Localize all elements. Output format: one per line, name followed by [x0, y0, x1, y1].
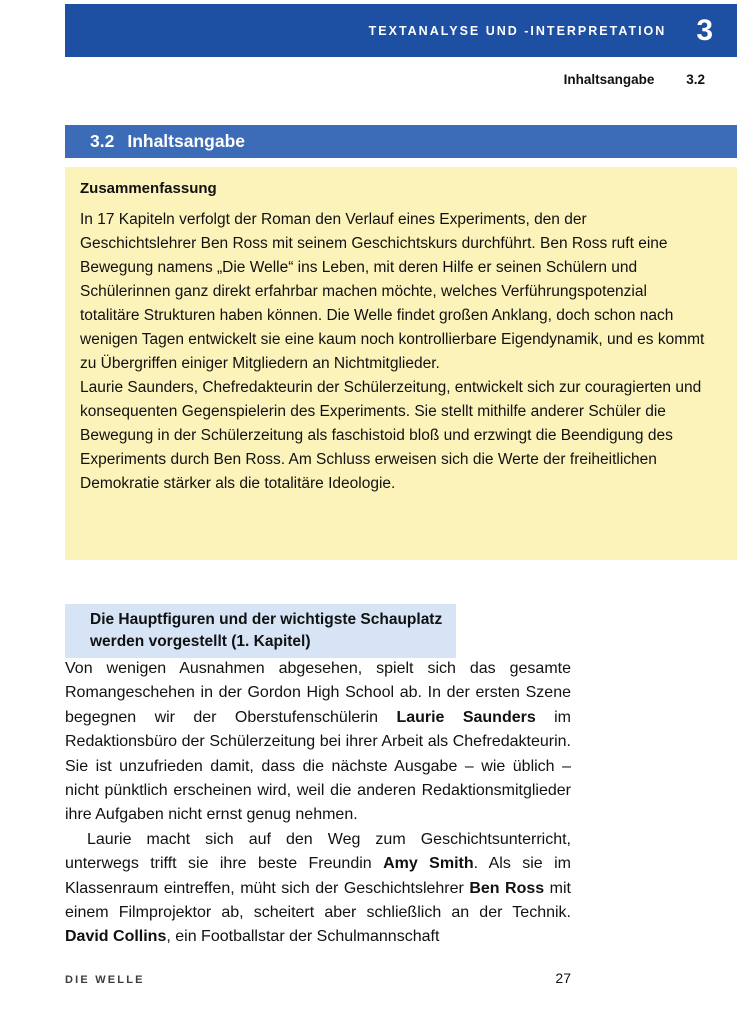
body-text: [65, 657, 571, 950]
summary-box: [65, 167, 737, 560]
section-number: 3.2: [90, 131, 115, 151]
chapter-header-title: TEXTANALYSE UND -INTERPRETATION: [368, 23, 667, 38]
book-title: DIE WELLE: [65, 974, 145, 986]
page-footer: [65, 970, 571, 986]
section-title: Inhaltsangabe: [127, 131, 245, 151]
chapter-header-bar: [65, 4, 737, 57]
subsection-heading-line2: werden vorgestellt (1. Kapitel): [90, 632, 311, 650]
subsection-heading: [65, 604, 456, 658]
body-paragraph: Von wenigen Ausnahmen abgesehen, spielt sich das gesamte Romangeschehen in der Gordon High School ab. In der ersten Szene begegnen wir der Oberstufenschülerin Laurie Saunders im Redaktionsbüro der Schülerzeitung bei ihrer Arbeit als Chefredakteurin. Sie ist unzufrieden damit, dass die nächste Ausgabe – wie üblich – nicht pünktlich erscheinen wird, weil die anderen Redaktionsmitglieder ihre Aufgaben nicht ernst genug nehmen.: [65, 660, 572, 824]
chapter-number: 3: [696, 13, 713, 47]
breadcrumb-label: Inhaltsangabe: [563, 72, 655, 87]
summary-paragraph: In 17 Kapiteln verfolgt der Roman den Verlauf eines Experiments, den der Geschichtslehrer Ben Ross mit seinem Geschichtskurs durchführt. Ben Ross ruft eine Bewegung namens „Die Welle“ ins Leben, mit deren Hilfe er seinen Schülern und Schülerinnen ganz direkt erfahrbar machen möchte, welches Verführungspotenzial totalitäre Strukturen haben können. Die Welle findet großen Anklang, doch schon nach wenigen Tagen entwickelt sie eine kaum noch kontrollierbare Eigendynamik, und es kommt zu Übergriffen einiger Mitgliedern an Nichtmitglieder.: [80, 211, 705, 372]
breadcrumb-number: 3.2: [686, 72, 705, 87]
breadcrumb: [564, 72, 705, 87]
summary-box-title: Zusammenfassung: [80, 180, 217, 197]
body-paragraph: Laurie macht sich auf den Weg zum Geschichtsunterricht, unterwegs trifft sie ihre beste Freundin Amy Smith. Als sie im Klassenraum eintreffen, müht sich der Geschichtslehrer Ben Ross mit einem Filmprojektor ab, scheitert aber schließlich an der Technik. David Collins, ein Footballstar der Schulmannschaft: [65, 830, 571, 946]
page-number: 27: [555, 970, 571, 986]
section-heading: [65, 125, 737, 158]
summary-paragraph: Laurie Saunders, Chefredakteurin der Schülerzeitung, entwickelt sich zur couragierten und konsequenten Gegenspielerin des Experiments. Sie stellt mithilfe anderer Schüler die Bewegung in der Schülerzeitung als faschistoid bloß und erzwingt die Beendigung des Experiments durch Ben Ross. Am Schluss erweisen sich die Werte der freiheitlichen Demokratie stärker als die totalitäre Ideologie.: [80, 379, 702, 492]
subsection-heading-line1: Die Hauptfiguren und der wichtigste Schauplatz: [90, 611, 443, 628]
